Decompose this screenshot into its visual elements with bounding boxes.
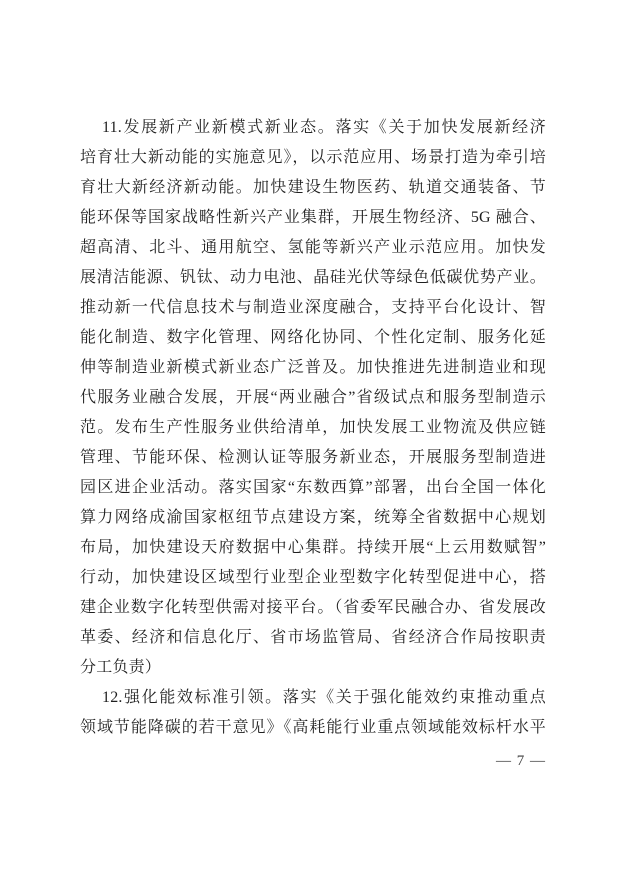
doc-line: 分工负责） bbox=[80, 659, 162, 676]
doc-line: 伸等制造业新模式新业态广泛普及。加快推进先进制造业和现 bbox=[80, 359, 546, 376]
doc-line: 展清洁能源、钒钛、动力电池、晶硅光伏等绿色低碳优势产业。 bbox=[80, 269, 546, 286]
page-number: — 7 — bbox=[496, 753, 546, 769]
doc-line: 行动，加快建设区域型行业型企业型数字化转型促进中心，搭 bbox=[80, 569, 546, 586]
doc-line: 革委、经济和信息化厅、省市场监管局、省经济合作局按职责 bbox=[80, 629, 546, 646]
doc-line: 能化制造、数字化管理、网络化协同、个性化定制、服务化延 bbox=[80, 329, 546, 346]
doc-line: 代服务业融合发展，开展“两业融合”省级试点和服务型制造示 bbox=[80, 389, 546, 406]
doc-line: 布局，加快建设天府数据中心集群。持续开展“上云用数赋智” bbox=[80, 539, 546, 556]
doc-line: 11.发展新产业新模式新业态。落实《关于加快发展新经济 bbox=[102, 119, 546, 136]
doc-line: 建企业数字化转型供需对接平台。（省委军民融合办、省发展改 bbox=[80, 599, 546, 616]
doc-line: 领域节能降碳的若干意见》《高耗能行业重点领域能效标杆水平 bbox=[80, 719, 546, 736]
doc-line: 超高清、北斗、通用航空、氢能等新兴产业示范应用。加快发 bbox=[80, 239, 546, 256]
document-body bbox=[80, 113, 546, 743]
doc-line: 范。发布生产性服务业供给清单，加快发展工业物流及供应链 bbox=[80, 419, 546, 436]
doc-line: 园区进企业活动。落实国家“东数西算”部署，出台全国一体化 bbox=[80, 479, 546, 496]
doc-line: 培育壮大新动能的实施意见》，以示范应用、场景打造为牵引培 bbox=[80, 149, 546, 166]
doc-line: 算力网络成渝国家枢纽节点建设方案，统筹全省数据中心规划 bbox=[80, 509, 546, 526]
doc-line: 管理、节能环保、检测认证等服务新业态，开展服务型制造进 bbox=[80, 449, 546, 466]
doc-line: 育壮大新经济新动能。加快建设生物医药、轨道交通装备、节 bbox=[80, 179, 546, 196]
doc-line: 12.强化能效标准引领。落实《关于强化能效约束推动重点 bbox=[102, 689, 546, 706]
doc-line: 能环保等国家战略性新兴产业集群，开展生物经济、5G 融合、 bbox=[80, 209, 546, 226]
doc-line: 推动新一代信息技术与制造业深度融合，支持平台化设计、智 bbox=[80, 299, 546, 316]
